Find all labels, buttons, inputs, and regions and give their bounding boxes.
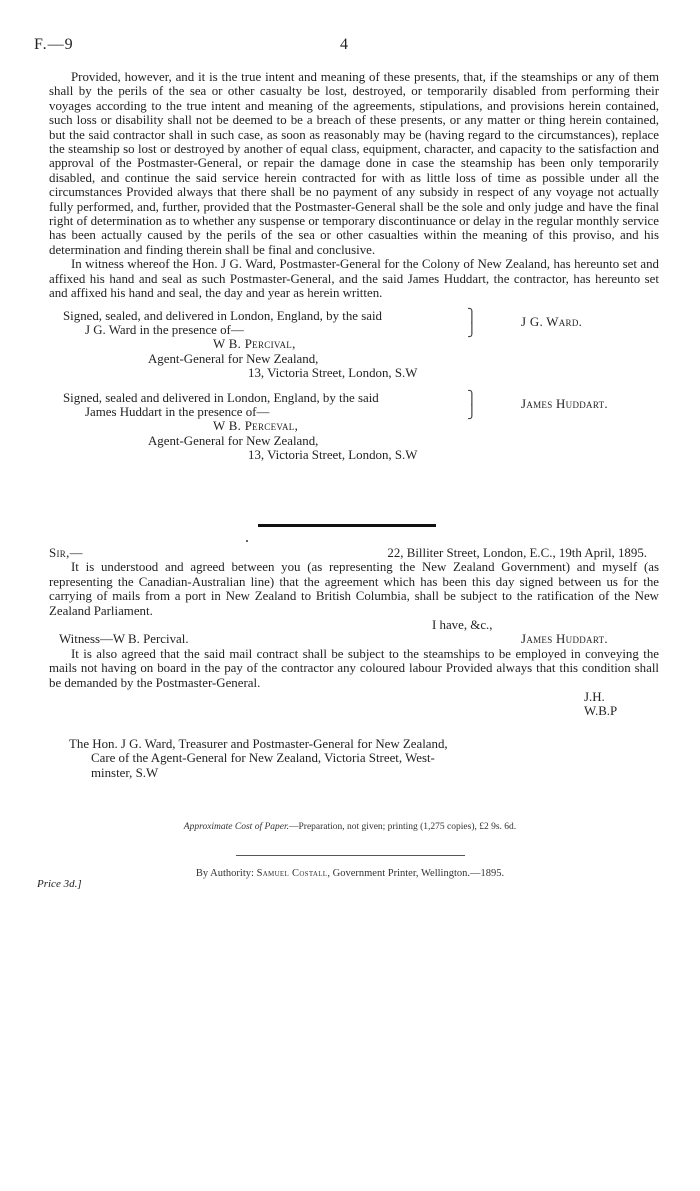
signature-line: Signed, sealed, and delivered in London, England, by the said [63, 308, 382, 323]
proviso-paragraph: Provided, however, and it is the true intent and meaning of these presents, that, if the steamships or any of them shall by the perils of the sea or other casualty be lost, destroyed, or temporarily disabled from performing their voyages according to the true intent and meaning of the agreements, stipulations, and provisions herein contained, such loss or disability shall not be deemed to be a breach of these presents, or any matter or thing herein contained, but the said contractor shall in such case, as soon as reasonably may be (having regard to the circumstances), replace the steamship so lost or destroyed by another of equal class, equipment, character, and capacity to the satisfaction and approval of the Postmaster-General, or repair the damage done in case the steamship has been only temporarily disabled, and continue the said service herein contracted for with as little loss of time as possible under all the circumstances Provided always that there shall be no payment of any subsidy in respect of any voyage not actually fully performed, and, further, provided that the Postmaster-General shall be the sole and only judge and have the final right of determination as to whether any suspense or temporary discontinuance or delay in the regular monthly service has been actually caused by the perils of the sea or other casualties within the meaning of this proviso, and his determination and finding therein shall be final and conclusive. [49, 70, 659, 257]
cost-label: Approximate Cost of Paper. [183, 822, 289, 832]
contract-body [49, 70, 659, 465]
letter-witness: Witness—W B. Percival. [59, 632, 189, 647]
witness-address: 13, Victoria Street, London, S.W [248, 366, 418, 381]
section-divider [258, 524, 436, 527]
print-dot [246, 540, 248, 542]
footer-rule [236, 855, 465, 856]
signature-block-ward [49, 309, 659, 383]
authority-suffix: , Government Printer, Wellington.—1895. [327, 868, 505, 879]
signer-name: James Huddart. [521, 396, 608, 411]
letter [49, 546, 659, 780]
authority-prefix: By Authority: [195, 868, 257, 879]
cost-note [0, 822, 700, 832]
witness-address: 13, Victoria Street, London, S.W [248, 448, 418, 463]
signature-presence: James Huddart in the presence of— [85, 404, 270, 419]
witness-name: W B. Percival, [213, 337, 296, 352]
witness-paragraph: In witness whereof the Hon. J G. Ward, Postmaster-General for the Colony of New Zealand, has hereunto set and affixed his hand and seal as such Postmaster-General, and the said James Huddart, the contractor, has hereunto set and affixed his hand and seal, the day and year as herein written. [49, 257, 659, 301]
brace-mark: ⎫ ⎭ [467, 307, 477, 337]
authority-line [0, 868, 700, 879]
addressee-line: Care of the Agent-General for New Zealand, Victoria Street, West- [91, 751, 435, 766]
price: Price 3d.] [37, 878, 82, 890]
cost-text: —Preparation, not given; printing (1,275 copies), £2 9s. 6d. [289, 822, 517, 832]
salutation: Sir,— [49, 546, 83, 560]
brace-mark: ⎫ ⎭ [467, 389, 477, 419]
letter-heading [49, 546, 659, 560]
signature-block-huddart [49, 391, 659, 465]
addressee-line: The Hon. J G. Ward, Treasurer and Postmaster-General for New Zealand, [69, 736, 448, 751]
witness-title: Agent-General for New Zealand, [148, 351, 319, 366]
initials: J.H. [584, 690, 605, 705]
dateline: 22, Billiter Street, London, E.C., 19th April, 1895. [387, 546, 647, 560]
witness-name: W B. Perceval, [213, 419, 299, 434]
addendum: It is also agreed that the said mail contract shall be subject to the steamships to be employed in conveying the mails not having on board in the pay of the contractor any coloured labour Provided always that this condition shall be demanded by the Postmaster-General. [49, 646, 659, 690]
addressee [69, 737, 659, 780]
addressee-line: minster, S.W [91, 765, 159, 780]
witness-title: Agent-General for New Zealand, [148, 433, 319, 448]
document-reference: F.—9 [34, 36, 74, 53]
signature-presence: J G. Ward in the presence of— [85, 322, 244, 337]
signature-line: Signed, sealed and delivered in London, England, by the said [63, 390, 379, 405]
initials: W.B.P [584, 704, 618, 719]
letter-body: It is understood and agreed between you (as representing the New Zealand Government) and myself (as representing the Canadian-Australian line) that the agreement which has been this day signed between us for the carrying of mails from a port in New Zealand to British Columbia, shall be subject to the ratification of the New Zealand Parliament. [49, 560, 659, 618]
page-header [34, 36, 666, 56]
printer-name: Samuel Costall [256, 868, 328, 879]
letter-signer: James Huddart. [521, 632, 608, 647]
signer-name: J G. Ward. [521, 314, 583, 329]
page-number: 4 [340, 36, 348, 53]
closing: I have, &c., [432, 618, 493, 633]
